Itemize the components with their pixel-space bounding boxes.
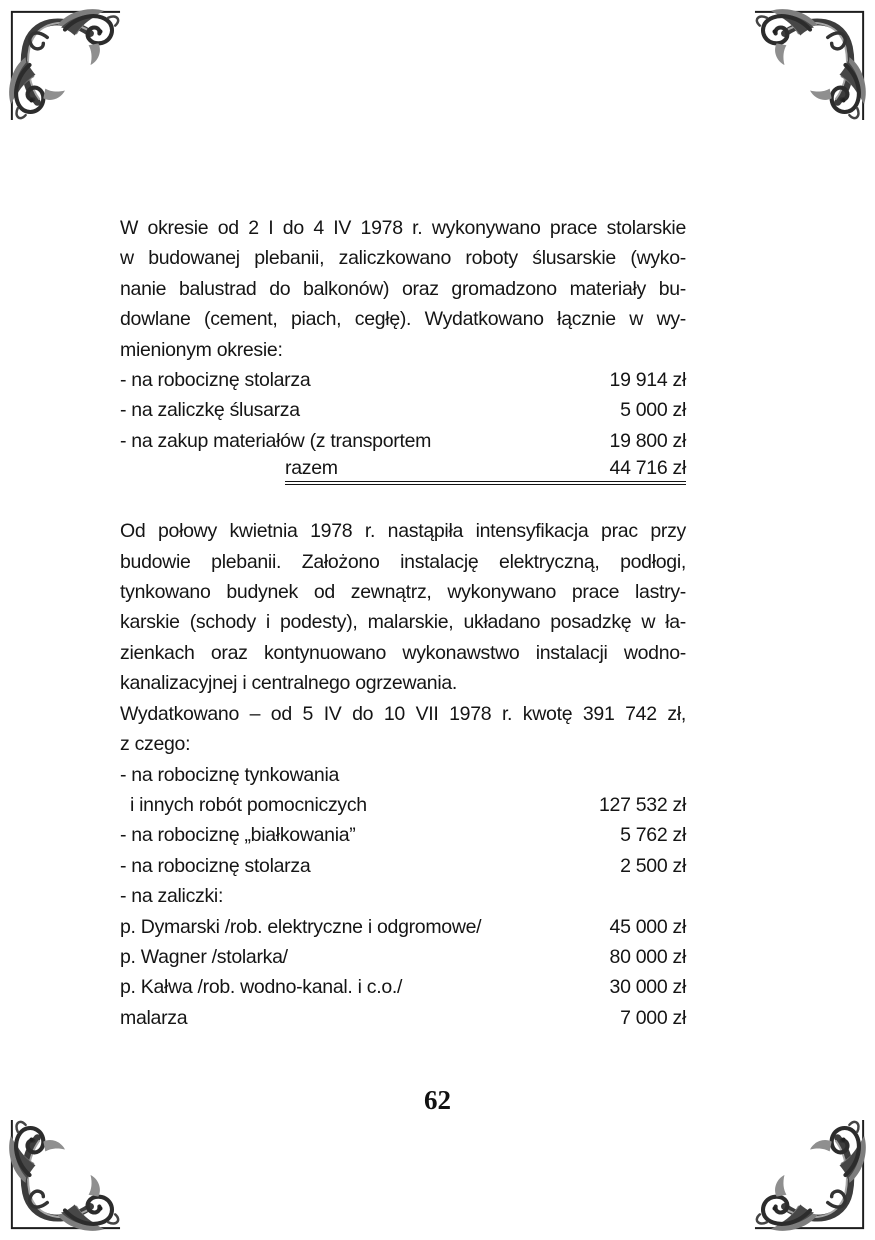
corner-flourish-bottom-right-icon [753,1118,871,1236]
expense-total-row [285,456,686,485]
expense-row [120,790,686,820]
paragraph-line: budowie plebanii. Założono instalację elektryczną, podłogi, [120,550,686,573]
expense-label: i innych robót pomocniczych [130,793,367,816]
corner-flourish-top-left-icon [4,4,122,122]
expense-amount: 19 800 zł [609,429,686,452]
expense-row [120,972,686,1002]
paragraph-line: w budowanej plebanii, zaliczkowano roboty ślusarskie (wyko- [120,247,686,270]
expense-row [120,820,686,850]
expense-row [120,395,686,425]
paragraph-expenses-winter [120,213,686,365]
paragraph-line: kanalizacyjnej i centralnego ogrzewania. [120,672,458,695]
paragraph-line: karskie (schody i podesty), malarskie, układano posadzkę w ła- [120,611,686,634]
paragraph-line: mienionym okresie: [120,338,283,361]
expense-label: - na robociznę stolarza [120,369,311,392]
expense-row [120,1003,686,1033]
corner-flourish-bottom-left-icon [4,1118,122,1236]
expense-list-1 [120,365,686,485]
expense-row [120,942,686,972]
corner-flourish-top-right-icon [753,4,871,122]
paragraph-line: zienkach oraz kontynuowano wykonawstwo instalacji wodno- [120,641,686,664]
expense-amount: 80 000 zł [609,945,686,968]
paragraph-line: z czego: [120,733,191,756]
expense-label: - na zaliczki: [120,885,224,908]
expense-label: - na robociznę tynkowania [120,763,340,786]
expense-label: - na robociznę „białkowania” [120,824,356,847]
expense-amount: 2 500 zł [620,854,686,877]
expense-row [120,851,686,881]
paragraph-line: W okresie od 2 I do 4 IV 1978 r. wykonywano prace stolarskie [120,217,686,239]
expense-label: - na zakup materiałów (z transportem [120,429,432,452]
expense-list-2 [120,760,686,1034]
expense-row [120,365,686,395]
page-number: 62 [424,1085,451,1115]
expense-amount: 5 762 zł [620,824,686,847]
paragraph-expenses-spring [120,516,686,759]
paragraph-line: dowlane (cement, piach, cegłę). Wydatkowano łącznie w wy- [120,308,686,331]
expense-row [120,760,686,790]
page-body [120,213,686,1033]
paragraph-line: Wydatkowano – od 5 IV do 10 VII 1978 r. kwotę 391 742 zł, [120,702,686,725]
paragraph-line: Od połowy kwietnia 1978 r. nastąpiła intensyfikacja prac przy [120,520,686,543]
total-amount: 44 716 zł [609,457,686,480]
expense-amount: 7 000 zł [620,1006,686,1029]
expense-amount: 45 000 zł [609,915,686,938]
expense-amount: 30 000 zł [609,976,686,999]
expense-label: p. Kałwa /rob. wodno-kanal. i c.o./ [120,976,403,999]
expense-amount: 127 532 zł [599,793,686,816]
total-label: razem [285,457,338,480]
expense-row [120,881,686,911]
expense-label: malarza [120,1006,188,1029]
paragraph-line: tynkowano budynek od zewnątrz, wykonywano prace lastry- [120,581,686,604]
expense-row [120,912,686,942]
expense-row [120,426,686,456]
expense-label: - na robociznę stolarza [120,854,311,877]
paragraph-line: nanie balustrad do balkonów) oraz gromadzono materiały bu- [120,277,686,300]
expense-label: - na zaliczkę ślusarza [120,399,300,422]
expense-label: p. Wagner /stolarka/ [120,945,288,968]
expense-amount: 19 914 zł [609,369,686,392]
expense-label: p. Dymarski /rob. elektryczne i odgromowe/ [120,915,482,938]
expense-amount: 5 000 zł [620,399,686,422]
